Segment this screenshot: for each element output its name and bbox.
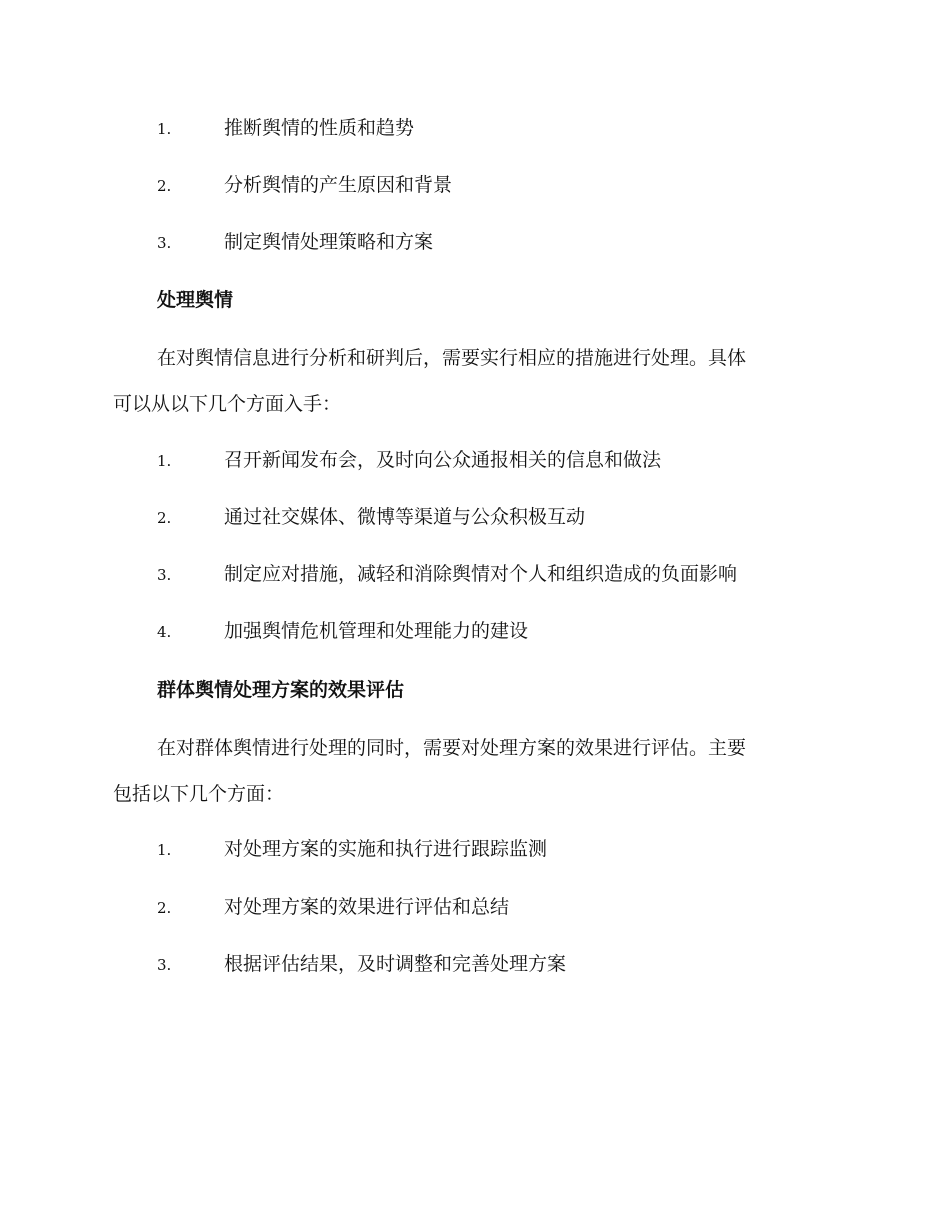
section-paragraph-handle [113, 335, 833, 427]
list-item [0, 559, 950, 589]
list-item [0, 170, 950, 200]
list-item-number: 2. [157, 899, 172, 917]
list-item [0, 892, 950, 922]
list-item [0, 834, 950, 864]
list-item-text: 制定舆情处理策略和方案 [224, 231, 434, 253]
list-item-number: 2. [157, 509, 172, 527]
list-item-text: 对处理方案的实施和执行进行跟踪监测 [224, 838, 548, 860]
section-heading-handle: 处理舆情 [157, 289, 234, 311]
section-paragraph-evaluation [113, 725, 833, 817]
section-heading-evaluation: 群体舆情处理方案的效果评估 [157, 679, 405, 701]
list-item-number: 3. [157, 566, 172, 584]
list-item-text: 加强舆情危机管理和处理能力的建设 [224, 620, 529, 642]
list-item-text: 对处理方案的效果进行评估和总结 [224, 896, 510, 918]
list-item-text: 制定应对措施，减轻和消除舆情对个人和组织造成的负面影响 [224, 563, 738, 585]
list-item-number: 3. [157, 234, 172, 252]
list-item [0, 616, 950, 646]
paragraph-line: 可以从以下几个方面入手： [113, 393, 342, 415]
list-item-text: 分析舆情的产生原因和背景 [224, 174, 453, 196]
list-item-text: 召开新闻发布会，及时向公众通报相关的信息和做法 [224, 449, 662, 471]
list-item [0, 949, 950, 979]
list-item [0, 227, 950, 257]
list-item [0, 502, 950, 532]
list-item-number: 4. [157, 623, 172, 641]
paragraph-line: 在对群体舆情进行处理的同时，需要对处理方案的效果进行评估。主要 [157, 737, 747, 759]
list-item [0, 445, 950, 475]
list-item-text: 根据评估结果，及时调整和完善处理方案 [224, 953, 567, 975]
list-item [0, 113, 950, 143]
list-item-number: 1. [157, 120, 172, 138]
list-item-number: 1. [157, 452, 172, 470]
list-item-text: 通过社交媒体、微博等渠道与公众积极互动 [224, 506, 586, 528]
list-item-number: 2. [157, 177, 172, 195]
paragraph-line: 在对舆情信息进行分析和研判后，需要实行相应的措施进行处理。具体 [157, 347, 747, 369]
list-item-number: 1. [157, 841, 172, 859]
list-item-text: 推断舆情的性质和趋势 [224, 117, 415, 139]
list-item-number: 3. [157, 956, 172, 974]
paragraph-line: 包括以下几个方面： [113, 783, 285, 805]
